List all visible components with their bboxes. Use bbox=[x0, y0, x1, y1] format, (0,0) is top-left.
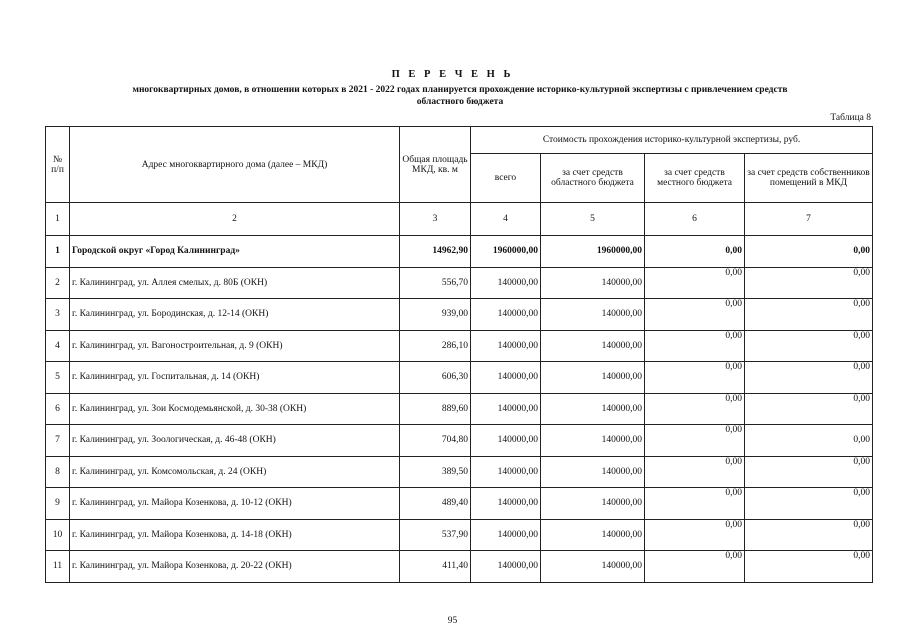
cell-address: г. Калининград, ул. Комсомольская, д. 24 (ОКН) bbox=[70, 456, 400, 488]
header-cost-group: Стоимость прохождения историко-культурной экспертизы, руб. bbox=[471, 127, 873, 154]
cell-num: 11 bbox=[46, 551, 70, 583]
cell-address: г. Калининград, ул. Аллея смелых, д. 80Б (ОКН) bbox=[70, 267, 400, 299]
cell-num: 8 bbox=[46, 456, 70, 488]
cell-address: г. Калининград, ул. Майора Козенкова, д. 20-22 (ОКН) bbox=[70, 551, 400, 583]
cell-owners: 0,00 bbox=[745, 519, 873, 551]
cell-local: 0,00 bbox=[645, 456, 745, 488]
page-number: 95 bbox=[447, 616, 458, 626]
cell-regional: 140000,00 bbox=[541, 267, 645, 299]
cell-num: 9 bbox=[46, 488, 70, 520]
cell-regional: 140000,00 bbox=[541, 551, 645, 583]
document-title: П Е Р Е Ч Е Н Ь bbox=[391, 69, 514, 80]
cell-local: 0,00 bbox=[645, 551, 745, 583]
header-total: всего bbox=[471, 154, 541, 203]
cell-address: г. Калининград, ул. Зои Космодемьянской, д. 30-38 (ОКН) bbox=[70, 393, 400, 425]
cell-regional: 140000,00 bbox=[541, 299, 645, 331]
cell-regional: 140000,00 bbox=[541, 425, 645, 457]
cell-area: 704,80 bbox=[400, 425, 471, 457]
cell-area: 889,60 bbox=[400, 393, 471, 425]
cell-address: г. Калининград, ул. Майора Козенкова, д. 10-12 (ОКН) bbox=[70, 488, 400, 520]
cell-owners: 0,00 bbox=[745, 393, 873, 425]
table-row bbox=[46, 299, 873, 331]
index-cell: 1 bbox=[46, 203, 70, 236]
document-subtitle bbox=[60, 84, 860, 108]
cell-num: 6 bbox=[46, 393, 70, 425]
cell-total: 140000,00 bbox=[471, 330, 541, 362]
cell-total: 140000,00 bbox=[471, 393, 541, 425]
table-label: Таблица 8 bbox=[830, 113, 871, 123]
table-row bbox=[46, 456, 873, 488]
header-num: № п/п bbox=[46, 127, 70, 203]
table-row bbox=[46, 551, 873, 583]
cell-owners: 0,00 bbox=[745, 362, 873, 394]
cell-regional: 140000,00 bbox=[541, 456, 645, 488]
index-cell: 3 bbox=[400, 203, 471, 236]
cell-total: 140000,00 bbox=[471, 519, 541, 551]
cell-owners: 0,00 bbox=[745, 425, 873, 457]
cell-area: 286,10 bbox=[400, 330, 471, 362]
table-row bbox=[46, 267, 873, 299]
table-row bbox=[46, 488, 873, 520]
cell-total: 140000,00 bbox=[471, 299, 541, 331]
header-local: за счет средств местного бюджета bbox=[645, 154, 745, 203]
cell-local: 0,00 bbox=[645, 488, 745, 520]
cell-regional: 140000,00 bbox=[541, 362, 645, 394]
cell-area: 411,40 bbox=[400, 551, 471, 583]
cell-address: г. Калининград, ул. Вагоностроительная, д. 9 (ОКН) bbox=[70, 330, 400, 362]
index-cell: 5 bbox=[541, 203, 645, 236]
cell-total: 1960000,00 bbox=[471, 236, 541, 268]
cell-owners: 0,00 bbox=[745, 488, 873, 520]
cell-local: 0,00 bbox=[645, 330, 745, 362]
cell-area: 389,50 bbox=[400, 456, 471, 488]
column-index-row bbox=[46, 203, 873, 236]
cell-num: 7 bbox=[46, 425, 70, 457]
cell-owners: 0,00 bbox=[745, 330, 873, 362]
cell-area: 537,90 bbox=[400, 519, 471, 551]
cell-area: 606,30 bbox=[400, 362, 471, 394]
table-row bbox=[46, 425, 873, 457]
cell-owners: 0,00 bbox=[745, 236, 873, 268]
cell-address: г. Калининград, ул. Госпитальная, д. 14 (ОКН) bbox=[70, 362, 400, 394]
cell-local: 0,00 bbox=[645, 425, 745, 457]
cell-regional: 140000,00 bbox=[541, 393, 645, 425]
header-area: Общая площадь МКД, кв. м bbox=[400, 127, 471, 203]
cell-local: 0,00 bbox=[645, 267, 745, 299]
cell-total: 140000,00 bbox=[471, 456, 541, 488]
table-row bbox=[46, 330, 873, 362]
cell-regional: 140000,00 bbox=[541, 488, 645, 520]
cell-address: г. Калининград, ул. Майора Козенкова, д. 14-18 (ОКН) bbox=[70, 519, 400, 551]
cell-total: 140000,00 bbox=[471, 488, 541, 520]
cell-num: 4 bbox=[46, 330, 70, 362]
header-address: Адрес многоквартирного дома (далее – МКД) bbox=[70, 127, 400, 203]
cell-address: г. Калининград, ул. Зоологическая, д. 46-48 (ОКН) bbox=[70, 425, 400, 457]
cell-num: 5 bbox=[46, 362, 70, 394]
cell-regional: 140000,00 bbox=[541, 330, 645, 362]
cell-local: 0,00 bbox=[645, 236, 745, 268]
header-regional: за счет средств областного бюджета bbox=[541, 154, 645, 203]
cell-owners: 0,00 bbox=[745, 299, 873, 331]
cell-address: г. Калининград, ул. Бородинская, д. 12-14 (ОКН) bbox=[70, 299, 400, 331]
cell-area: 939,00 bbox=[400, 299, 471, 331]
table-row-total bbox=[46, 236, 873, 268]
cell-num: 2 bbox=[46, 267, 70, 299]
index-cell: 7 bbox=[745, 203, 873, 236]
cell-total: 140000,00 bbox=[471, 267, 541, 299]
cell-owners: 0,00 bbox=[745, 456, 873, 488]
cell-address: Городской округ «Город Калининград» bbox=[70, 236, 400, 268]
cell-regional: 140000,00 bbox=[541, 519, 645, 551]
cell-owners: 0,00 bbox=[745, 267, 873, 299]
table-row bbox=[46, 519, 873, 551]
header-owners: за счет средств собственников помещений в МКД bbox=[745, 154, 873, 203]
cell-area: 489,40 bbox=[400, 488, 471, 520]
cell-num: 10 bbox=[46, 519, 70, 551]
subtitle-line-2: областного бюджета bbox=[416, 97, 504, 107]
cell-local: 0,00 bbox=[645, 362, 745, 394]
cell-owners: 0,00 bbox=[745, 551, 873, 583]
index-cell: 2 bbox=[70, 203, 400, 236]
cell-total: 140000,00 bbox=[471, 362, 541, 394]
header-row-1 bbox=[46, 127, 873, 154]
cell-local: 0,00 bbox=[645, 299, 745, 331]
cell-total: 140000,00 bbox=[471, 551, 541, 583]
cell-total: 140000,00 bbox=[471, 425, 541, 457]
cell-local: 0,00 bbox=[645, 393, 745, 425]
table-row bbox=[46, 393, 873, 425]
cell-local: 0,00 bbox=[645, 519, 745, 551]
buildings-table bbox=[45, 126, 873, 583]
subtitle-line-1: многоквартирных домов, в отношении которых в 2021 - 2022 годах планируется прохождение историко-культурной экспертизы с привлечением средств bbox=[132, 85, 788, 95]
cell-area: 556,70 bbox=[400, 267, 471, 299]
cell-regional: 1960000,00 bbox=[541, 236, 645, 268]
cell-area: 14962,90 bbox=[400, 236, 471, 268]
cell-num: 1 bbox=[46, 236, 70, 268]
table-row bbox=[46, 362, 873, 394]
index-cell: 6 bbox=[645, 203, 745, 236]
index-cell: 4 bbox=[471, 203, 541, 236]
cell-num: 3 bbox=[46, 299, 70, 331]
